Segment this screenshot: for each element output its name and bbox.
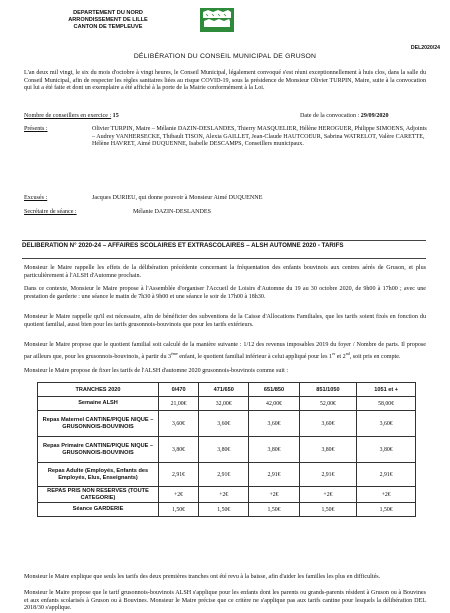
paragraph-tarifs-intro: Monsieur le Maire propose de fixer les tarifs de l'ALSH d'automne 2020 grusonnois-bouvinois comme suit :: [24, 368, 289, 374]
paragraph-critere: Monsieur le Maire propose que le tarif grusonnois-bouvinois ALSH s'applique pour les enfants dont les parents ou grands-parents résident à Gruson ou à Bouvines et aux enfants scolarisés à Gruson ou à Bouvines. Monsieur le Maire précise que ce critère ne s'applique pas aux tarifs cantine pour lesquels la délibération DEL 2018/30 s'applique.: [24, 590, 426, 612]
secretaire-label: Secrétaire de séance :: [24, 209, 77, 215]
table-cell: 58,00€: [357, 397, 416, 411]
table-cell: 1,50€: [199, 503, 249, 517]
table-cell: 3,80€: [299, 437, 357, 463]
department-header: [48, 10, 168, 31]
table-cell: 32,00€: [199, 397, 249, 411]
table-cell: 3,60€: [159, 411, 199, 437]
table-row: [38, 437, 416, 463]
table-cell: 3,60€: [299, 411, 357, 437]
table-cell: 1,50€: [249, 503, 299, 517]
table-cell: +2€: [199, 487, 249, 503]
table-cell: 3,80€: [249, 437, 299, 463]
table-cell: 21,00€: [159, 397, 199, 411]
deliberation-reference: DEL2020/24: [410, 45, 440, 51]
secretaire-name: Mélanie DAZIN-DESLANDES: [133, 209, 212, 215]
table-cell: 3,60€: [199, 411, 249, 437]
department-line: DEPARTEMENT DU NORD: [73, 10, 143, 16]
canton-line: CANTON DE TEMPLEUVE: [73, 24, 143, 30]
convocation-date-value: 29/09/2020: [360, 113, 389, 119]
table-row: [38, 463, 416, 487]
table-row-label: Repas Adulte (Employés, Enfants des Employés, Elus, Enseignants): [38, 463, 159, 487]
conseillers-line: [24, 113, 119, 119]
page-title: DÉLIBÉRATION DU CONSEIL MUNICIPAL DE GRUSON: [133, 53, 317, 60]
table-cell: 52,00€: [299, 397, 357, 411]
paragraph-contexte: Dans ce contexte, Monsieur le Maire propose à l'Assemblée d'organiser l'Accueil de Loisirs d'Automne du 19 au 30 octobre 2020, de 9h00 à 17h00 ; avec une prestation de garderie : une séance le matin de 7h30 à 9h00 et une séance le soir de 17h00 à 18h30.: [24, 286, 426, 300]
table-header-cell: 851/1050: [299, 383, 357, 397]
table-header-cell: 1051 et +: [357, 383, 416, 397]
paragraph-explication: Monsieur le Maire explique que seuls les tarifs des deux premières tranches ont été revu à la baisse, afin d'aider les familles les plus en difficultés.: [24, 574, 381, 580]
table-cell: 3,80€: [159, 437, 199, 463]
presents-label: Présents :: [24, 126, 48, 132]
excuses-text: Jacques DURIEU, qui donne pouvoir à Monsieur Aimé DUQUENNE: [92, 195, 263, 201]
table-cell: 2,91€: [159, 463, 199, 487]
table-cell: 1,50€: [357, 503, 416, 517]
table-header-cell: 651/850: [249, 383, 299, 397]
table-row: [38, 503, 416, 517]
conseillers-count: 15: [112, 113, 119, 119]
table-cell: 2,91€: [299, 463, 357, 487]
table-header-cell: 0/470: [159, 383, 199, 397]
convocation-date-line: [300, 113, 389, 119]
table-row: [38, 487, 416, 503]
table-cell: +2€: [249, 487, 299, 503]
table-row-label: REPAS PRIS NON RESERVES (TOUTE CATEGORIE): [38, 487, 159, 503]
table-cell: +2€: [159, 487, 199, 503]
table-cell: 3,60€: [357, 411, 416, 437]
table-cell: +2€: [299, 487, 357, 503]
table-cell: 2,91€: [357, 463, 416, 487]
excuses-label: Excusés :: [24, 195, 48, 201]
deliberation-title: DELIBERATION N° 2020-24 – AFFAIRES SCOLAIRES ET EXTRASCOLAIRES – ALSH AUTOMNE 2020 - TARIFS: [22, 242, 344, 249]
table-cell: +2€: [357, 487, 416, 503]
table-cell: 1,50€: [159, 503, 199, 517]
table-header-row: [38, 383, 416, 397]
intro-paragraph: L'an deux mil vingt, le six du mois d'octobre à vingt heures, le Conseil Municipal, légalement convoqué s'est réuni exceptionnellement à huis clos, dans la salle du Conseil Municipal, afin de respecter les règles sanitaires liées au risque COVID-19, sous la présidence de Monsieur Olivier TURPIN, Maire, suite à la convocation qui lui a été faite et dont un exemplaire a été affiché à la porte de la Mairie conformément à la Loi.: [24, 70, 426, 92]
presents-list: Olivier TURPIN, Maire – Mélanie DAZIN-DESLANDES, Thierry MASQUELIER, Hélène HEROGUER, Philippe SIMOENS, Adjoints – Audrey VANHERSECKE, Thibault TISON, Alexia GAILLET, Jean-Claude HAUTCOEUR, Sabrina WATRELOT, Valère CARETTE, Hélène HAVRET, Aimé DUQUENNE, Isabelle DESCAMPS, Conseillers municipaux.: [92, 126, 427, 148]
tarifs-table: [37, 382, 416, 517]
arrondissement-line: ARRONDISSEMENT DE LILLE: [68, 17, 148, 23]
conseillers-label: Nombre de conseillers en exercice :: [24, 113, 112, 119]
paragraph-rappel: Monsieur le Maire rappelle les effets de la délibération précédente concernant la fréquentation des enfants bouvinois aux centres aérés de Gruson, et plus particulièrement à l'ALSH d'Automne prochain.: [24, 265, 426, 279]
table-row: [38, 397, 416, 411]
table-header-cell: 471/650: [199, 383, 249, 397]
table-row-label: Séance GARDERIE: [38, 503, 159, 517]
table-row-label: Semaine ALSH: [38, 397, 159, 411]
table-header-cell: TRANCHES 2020: [38, 383, 159, 397]
table-cell: 3,60€: [249, 411, 299, 437]
table-cell: 2,91€: [199, 463, 249, 487]
paragraph-quotient: Monsieur le Maire propose que le quotient familial soit calculé de la manière suivante : 1/12 des revenus imposables 2019 du foyer / Nombre de parts. Il propose par ailleurs que, pour les grusonnois-bouvinois, à partir du 3ème enfant, le quotient familial inférieur à celui appliqué pour les 1er et 2nd, soit pris en compte.: [24, 342, 426, 360]
table-cell: 3,80€: [199, 437, 249, 463]
table-row-label: Repas Maternel CANTINE/PIQUE NIQUE – GRUSONNOIS-BOUVINOIS: [38, 411, 159, 437]
table-cell: 3,80€: [357, 437, 416, 463]
convocation-date-label: Date de la convocation :: [300, 113, 360, 119]
table-cell: 2,91€: [249, 463, 299, 487]
table-row-label: Repas Primaire CANTINE/PIQUE NIQUE – GRUSONNOIS-BOUVINOIS: [38, 437, 159, 463]
deliberation-banner: [22, 240, 426, 259]
table-cell: 1,50€: [299, 503, 357, 517]
gruson-coat-of-arms-logo: [200, 8, 234, 32]
paragraph-caf: Monsieur le Maire rappelle qu'il est nécessaire, afin de bénéficier des subventions de la Caisse d'Allocations Familiales, que les tarifs soient fixés en fonction du quotient familial, aussi bien pour les tarifs grusonnois-bouvinois que pour les tarifs extérieurs.: [24, 314, 426, 328]
table-row: [38, 411, 416, 437]
table-cell: 42,00€: [249, 397, 299, 411]
